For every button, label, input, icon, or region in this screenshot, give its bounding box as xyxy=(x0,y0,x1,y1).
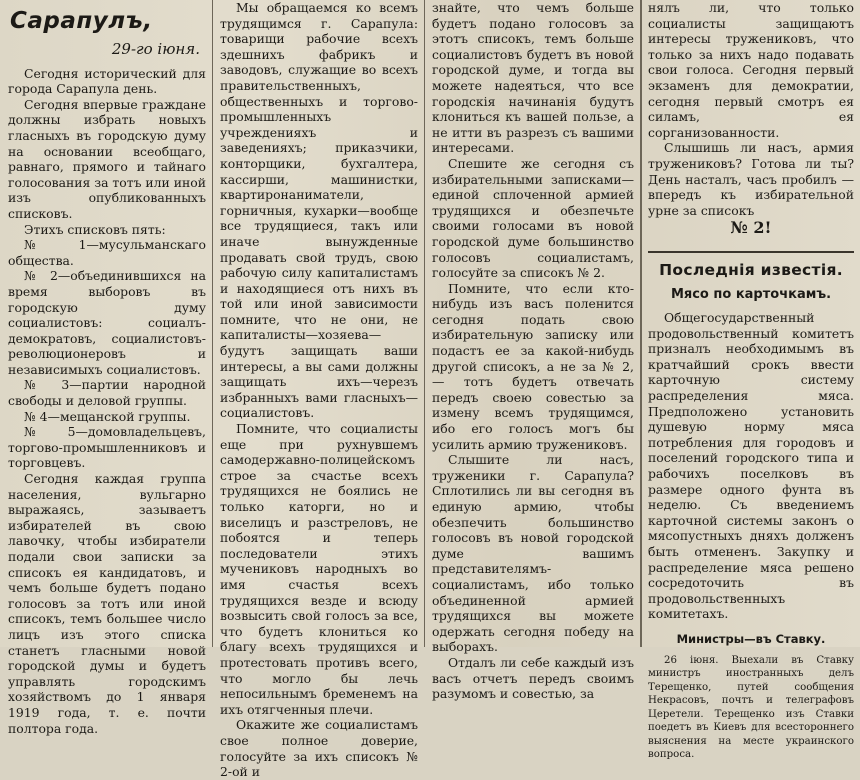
paragraph: нялъ ли, что только социалисты защищаютъ интересы тружениковъ, что только за нихъ надо подавать свои голоса. Сегодня первый экзаменъ для демократии, сегодня первый смотръ ея силамъ, ея сорганизованности. xyxy=(648,0,854,140)
paragraph: № 3—партии народной свободы и деловой группы. xyxy=(8,377,206,409)
news-subtitle: Мясо по карточкамъ. xyxy=(670,286,832,302)
paragraph: Слышите ли насъ, труженики г. Сарапула? Сплотились ли вы сегодня въ единую армию, чтобы обезпечить большинство голосовъ въ новой городской думе вашимъ представителямъ-социалистамъ, ибо только объединенной армией трудящихся вы можете одержать сегодня победу на выборахъ. xyxy=(432,452,634,655)
paragraph: Этихъ списковъ пять: xyxy=(24,221,166,237)
paragraph: Сегодня исторический для города Сарапула день. xyxy=(8,65,206,97)
slogan-number: № 2! xyxy=(730,218,772,238)
column-rule xyxy=(640,0,642,647)
news-section xyxy=(648,251,854,762)
column-3 xyxy=(428,0,638,702)
city-heading: Сарапулъ, xyxy=(10,8,153,34)
news-paragraph: Общегосударственный продовольственный комитетъ призналъ необходимымъ въ кратчайший срокъ ввести карточную систему распределения мяса. Предположено установить душевую норму мяса потребления для городовъ и поселений городского типа и рабочихъ поселковъ въ размере одного фунта въ неделю. Съ введениемъ карточной системы законъ о мясопустныхъ дняхъ долженъ быть отмененъ. Закупку и распределение мяса решено сосредоточить въ продовольственныхъ комитетахъ. xyxy=(648,310,854,622)
date-line: 29-го іюня. xyxy=(111,40,200,58)
column-rule xyxy=(212,0,213,647)
paragraph: Сегодня впервые граждане должны избрать новыхъ гласныхъ въ городскую думу на основании всеобщаго, равнаго, прямого и тайнаго голосования за тотъ или иной изъ опубликованныхъ списковъ. xyxy=(8,96,206,221)
paragraph: Отдалъ ли себе каждый изъ васъ отчетъ передъ своимъ разумомъ и совестью, за xyxy=(432,654,634,702)
ministers-heading: Министры—въ Ставку. xyxy=(676,631,826,646)
paragraph: знайте, что чемъ больше будетъ подано голосовъ за этотъ списокъ, темъ больше социалистовъ будетъ въ новой городской думе, и тогда вы можете надеяться, что все городскія начинанія будутъ клониться къ вашей пользе, а не итти въ разрезъ съ вашими интересами. xyxy=(432,0,634,156)
paragraph: № 4—мещанской группы. xyxy=(24,408,191,424)
paragraph: Помните, что социалисты еще при рухнувшемъ самодержавно-полицейскомъ строе за счастье всехъ трудящихся не боялись не только каторги, но и виселицъ и разстреловъ, не побоятся и теперь последователи этихъ мучениковъ народныхъ во имя счастья всехъ трудящихся везде и всюду возвысить свой голосъ за все, что будетъ клониться ко благу всехъ трудящихся и протестовать противъ всего, что могло бы лечь непосильнымъ бременемъ на ихъ отягченныя плечи. xyxy=(220,421,418,717)
paragraph: Слышишь ли насъ, армия тружениковъ? Готова ли ты? День насталъ, часъ пробилъ — впередъ къ избирательной урне за списокъ xyxy=(648,140,854,218)
paragraph: Окажите же социалистамъ свое полное доверие, голосуйте за ихъ списокъ № 2-ой и xyxy=(220,717,418,780)
column-4 xyxy=(644,0,858,761)
column-1 xyxy=(4,0,210,736)
paragraph: № 2—объединившихся на время выборовъ въ городскую думу социалистовъ: социалъ-демократовъ, социалистовъ-революционеровъ и независимыхъ социалистовъ. xyxy=(8,268,206,377)
paragraph: № 5—домовладельцевъ, торгово-промышленниковъ и торговцевъ. xyxy=(8,424,206,471)
column-rule xyxy=(424,0,425,647)
paragraph: Мы обращаемся ко всемъ трудящимся г. Сарапула: товарищи рабочие всехъ здешнихъ фабрикъ и заводовъ, служащие во всехъ правительственныхъ, общественныхъ и торгово-промышленныхъ учрежденияхъ и заведенияхъ; приказчики, конторщики, бухгалтера, кассирши, машинистки, квартиронаниматели, горничныя, кухарки—вообще все трудящиеся, такъ или иначе вынужденные продавать свой трудъ, свою рабочую силу капиталистамъ и находящиеся отъ нихъ въ той или иной зависимости помните, что не они, не капиталисты—хозяева—будутъ защищать ваши интересы, а вы сами должны защищать ихъ—черезъ избранныхъ вами гласныхъ—социалистовъ. xyxy=(220,0,418,421)
column-2 xyxy=(216,0,422,780)
paragraph: № 1—мусульманскаго общества. xyxy=(8,237,206,268)
paragraph: Сегодня каждая группа населения, вульгарно выражаясь, зазываетъ избирателей въ свою лавочку, чтобы избиратели подали свои записки за списокъ ея кандидатовъ, и чемъ больше будетъ подано голосовъ за тотъ или иной списокъ, темъ большее число лицъ изъ этого списка станетъ гласными новой городской думы и будетъ управлять городскимъ хозяйствомъ до 1 января 1919 года, т. е. почти полтора года. xyxy=(8,471,206,736)
news-title: Последнія известія. xyxy=(659,260,843,279)
paragraph: Помните, что если кто-нибудь изъ васъ поленится сегодня подать свою избирательную записку или подастъ ее за какой-нибудь другой списокъ, а не за № 2, — тотъ будетъ отвечать передъ своею совестью за измену всемъ трудящимся, ибо его голосъ могъ бы усилить армию тружениковъ. xyxy=(432,280,634,452)
ministers-paragraph: 26 іюня. Выехали въ Ставку министръ иностранныхъ делъ Терещенко, путей сообщения Некрасовъ, почтъ и телеграфовъ Церетели. Терещенко изъ Ставки поедетъ въ Киевъ для всестороннего выяснения на месте украинского вопроса. xyxy=(648,654,854,761)
paragraph: Спешите же сегодня съ избирательными записками—единой сплоченной армией трудящихся и обезпечьте своими голосами въ новой городской думе большинство голосовъ социалистамъ, голосуйте за списокъ № 2. xyxy=(432,155,634,281)
